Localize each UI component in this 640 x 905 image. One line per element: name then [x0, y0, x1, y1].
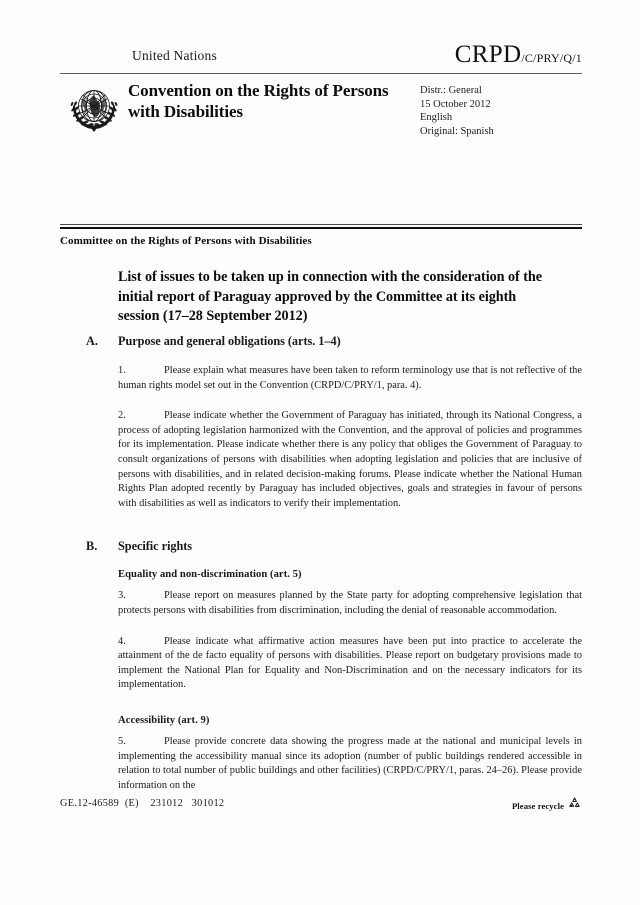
subheading-accessibility: Accessibility (art. 9): [118, 714, 210, 726]
un-emblem-icon: [62, 80, 126, 140]
page-footer: [60, 798, 582, 820]
document-symbol-main: CRPD: [454, 41, 522, 68]
masthead-top-row: [60, 41, 582, 68]
distribution-type: Distr.: General: [420, 85, 482, 96]
document-language: English: [420, 112, 453, 124]
distribution-block: [420, 84, 494, 138]
subheading-equality: Equality and non-discrimination (art. 5): [118, 569, 302, 581]
paragraph-2-number: 2.: [118, 410, 126, 422]
document-original-language: Original: Spanish: [420, 125, 494, 137]
section-heading-b: [60, 539, 582, 555]
paragraph-5-number: 5.: [118, 735, 126, 747]
paragraph-1-text: Please explain what measures have been taken to reform terminology use that is not reflective of the human rights model set out in the Convention (CRPD/C/PRY/1, para. 4).: [118, 365, 582, 391]
paragraph-2-text: Please indicate whether the Government of Paraguay has initiated, through its National Congress, a process of adopting legislation harmonized with the Convention, and the approval of policies and programmes for its implementation. Please indicate whether there is any policy that obliges the Government of Paraguay to consult organizations of persons with disabilities when adopting legislation and policies that are inclusive of persons with disabilities, and in related decision-making forums. Please indicate whether the National Human Rights Plan adopted recently by Paraguay has included objectives, goals and strategies in favour of persons with disabilities as well as indicators to verify their implementation.: [118, 410, 582, 509]
committee-name: Committee on the Rights of Persons with Disabilities: [60, 235, 312, 247]
section-letter-b: B.: [86, 539, 98, 554]
document-symbol: [455, 41, 582, 69]
paragraph-4-number: 4.: [118, 635, 126, 647]
document-date: 15 October 2012: [420, 98, 491, 110]
section-label-a: Purpose and general obligations (arts. 1–4): [118, 334, 341, 348]
organization-name: United Nations: [132, 48, 217, 63]
paragraph-1-number: 1.: [118, 365, 126, 376]
section-letter-a: A.: [86, 334, 98, 348]
masthead-body: [60, 78, 582, 150]
paragraph-4: [118, 635, 582, 693]
paragraph-5-text: Please provide concrete data showing the progress made at the national and municipal levels in implementing the accessibility manual since its adoption (number of public buildings rendered accessible in relation to total number of public buildings and other facilities) (CRPD/C/PRY/1, paras. 24–26). Please provide information on the: [118, 735, 582, 791]
section-heading-a: [60, 334, 582, 350]
paragraph-5: [118, 735, 582, 793]
section-label-b: Specific rights: [118, 539, 193, 554]
convention-title: Convention on the Rights of Persons with Disabilities: [128, 81, 389, 121]
paragraph-2: [118, 409, 582, 511]
paragraph-3: [118, 589, 582, 618]
section-divider-rule: [60, 224, 582, 229]
paragraph-4-text: Please indicate what affirmative action measures have been put into practice to accelerate the attainment of the de facto equality of persons with disabilities. Please report on budgetary provisions made to implement the National Plan for Equality and Non-Discrimination and on the necessary indicators for its implementation.: [118, 635, 582, 691]
masthead: [60, 41, 582, 68]
paragraph-3-text: Please report on measures planned by the State party for adopting comprehensive legislation that protects persons with disabilities from discrimination, including the denial of reasonable accommodation.: [118, 590, 582, 616]
paragraph-3-number: 3.: [118, 590, 126, 602]
masthead-rule: [60, 73, 582, 74]
document-body: [60, 334, 582, 804]
document-reference-code: GE.12-46589 (E) 231012 301012: [60, 798, 225, 809]
page-title: List of issues to be taken up in connection with the consideration of the initial report of Paraguay approved by the Committee at its eighth session (17–28 September 2012): [118, 269, 542, 324]
document-symbol-suffix: /C/PRY/Q/1: [521, 51, 582, 65]
recycle-label: Please recycle: [511, 801, 564, 811]
recycle-icon: [567, 796, 582, 816]
recycle-notice: [512, 796, 582, 816]
paragraph-1: [118, 364, 582, 393]
